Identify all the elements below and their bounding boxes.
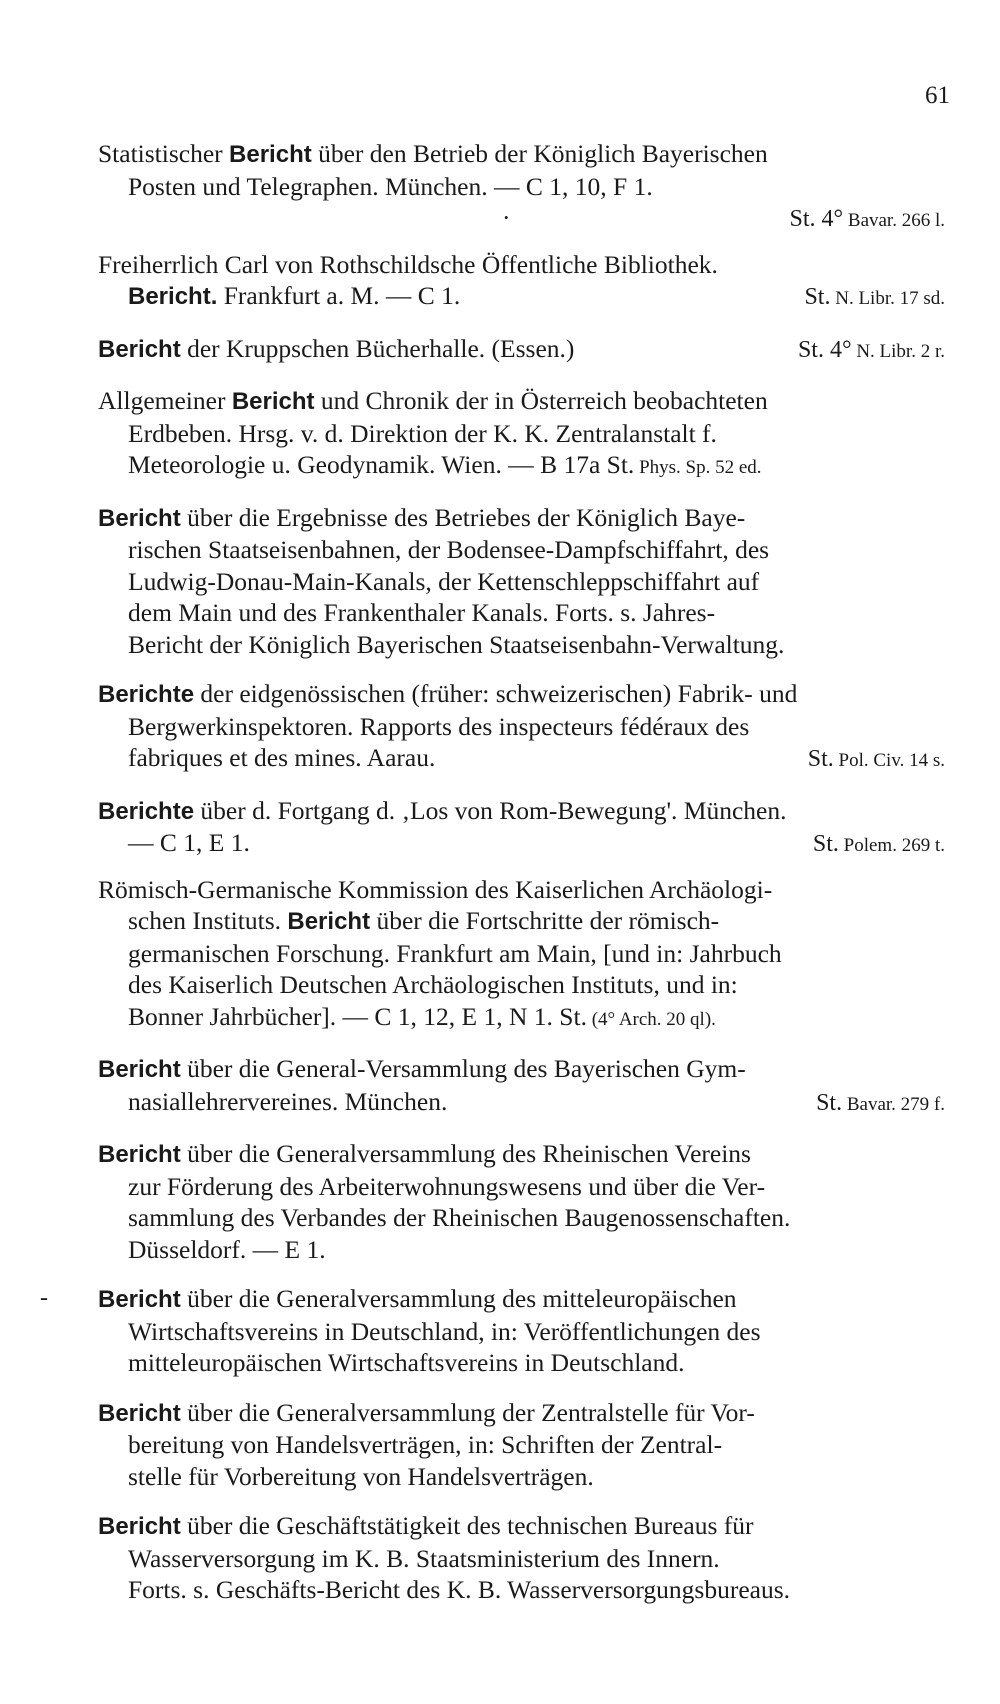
text-run: N. Libr. 2 r. [851,340,945,362]
text-run: des Kaiserlich Deutschen Archäologischen Instituts, und in: [128,970,738,999]
text-run: Bericht der Königlich Bayerischen Staatseisenbahn-Verwaltung. [128,629,785,659]
text-run: nasiallehrervereines. München. [128,1086,448,1116]
entry-los-von-rom [98,795,945,862]
text-run: Wirtschaftsvereins in Deutschland, in: Veröffentlichungen des [128,1316,761,1346]
text-line [98,1086,945,1121]
text-run: Römisch-Germanische Kommission des Kaiserlichen Archäologi- [98,874,773,904]
text-run: mitteleuropäischen Wirtschaftsvereins in Deutschland. [128,1348,685,1377]
entry-staatseisenbahnen [98,502,945,661]
text-run: sammlung des Verbandes der Rheinischen Baugenossenschaften. [128,1203,791,1232]
text-run: über die Generalversammlung der Zentralstelle für Vor- [180,1397,755,1427]
text-line [98,280,945,315]
text-run: bereitung von Handelsverträgen, in: Schriften der Zentral- [128,1430,723,1459]
text-run: schen Instituts. [128,906,288,935]
text-line [98,1001,945,1036]
text-run: Forts. s. Geschäfts-Bericht des K. B. Wasserversorgungsbureaus. [128,1575,791,1604]
text-line [98,1053,945,1086]
text-run: N. Libr. 17 sd. [830,288,945,309]
text-run: der eidgenössischen (früher: schweizerischen) Fabrik- und [194,679,798,708]
text-run: über die Ergebnisse des Betriebes der Königlich Baye- [180,502,746,532]
text-run: und Chronik der in Österreich beobachteten [314,386,768,415]
keyword-bericht: Bericht [287,908,371,935]
text-run: St. 4° [789,206,844,232]
entry-mitteleuropaeischer-wirtschaftsverein [40,1283,945,1379]
text-line [98,385,945,418]
text-line [98,1397,945,1430]
text-run: Erdbeben. Hrsg. v. d. Direktion der K. K. Zentralanstalt f. [128,418,717,448]
text-line [98,827,945,862]
entry-rothschild-bibliothek [98,249,945,315]
entry-rheinischer-verein [98,1138,945,1265]
keyword-berichte: Berichte [98,681,195,708]
text-line [98,1283,945,1316]
text-run: germanischen Forschung. Frankfurt am Main, [und in: Jahrbuch [128,938,782,968]
entry-roemisch-germanische-kommission [98,874,945,1036]
text-run: Meteorologie u. Geodynamik. Wien. — B 17a St. [128,450,635,479]
text-run: Bergwerkinspektoren. Rapports des inspecteurs fédéraux des [128,711,750,741]
text-run: Pol. Civ. 14 s. [833,750,945,771]
text-run: Bavar. 279 f. [842,1093,945,1115]
entry-wasserversorgung [98,1510,945,1606]
text-line [98,138,945,171]
entry-handelsvertraege [98,1397,945,1493]
stray-dot: · [502,203,511,232]
text-line [98,905,945,938]
text-run: über die Fortschritte der römisch- [370,906,720,935]
text-run: über die General-Versammlung des Bayerischen Gym- [180,1054,746,1083]
keyword-bericht: Bericht [98,1513,181,1540]
text-run: Posten und Telegraphen. München. — C 1, 10, F 1. [128,171,653,201]
keyword-bericht: Bericht [98,1141,181,1168]
text-run: dem Main und des Frankenthaler Kanals. Forts. s. Jahres- [128,598,716,627]
text-run: über die Generalversammlung des Rheinischen Vereins [180,1139,751,1168]
text-line [98,449,945,484]
text-line [98,1510,945,1543]
text-run: St. [804,284,831,310]
text-run: — C 1, E 1. [128,828,250,857]
text-line [98,202,945,237]
text-run: Bavar. 266 l. [843,210,945,231]
text-run: (4° Arch. 20 ql). [586,1008,716,1030]
text-run: Freiherrlich Carl von Rothschildsche Öffentliche Bibliothek. [98,249,718,279]
entry-krupp-buecherhalle [98,333,945,368]
text-run: St. [816,1089,843,1116]
text-run: Wasserversorgung im K. B. Staatsministerium des Innern. [128,1543,720,1573]
entry-erdbeben-chronik [98,385,945,484]
keyword-bericht: Bericht [98,1399,181,1427]
keyword-bericht: Bericht [231,388,315,415]
text-line [98,333,945,368]
text-run: über die Geschäftstätigkeit des technischen Bureaus für [180,1511,754,1540]
text-run: Polem. 269 t. [838,835,945,856]
text-run: stelle für Vorbereitung von Handelsverträgen. [128,1461,594,1491]
keyword-bericht: Bericht [98,1286,181,1313]
text-line [98,1138,945,1171]
keyword-bericht: Bericht. [128,283,218,310]
keyword-bericht: Bericht [98,1056,181,1083]
keyword-bericht: Bericht [98,335,181,363]
text-run: über die Generalversammlung des mitteleuropäischen [180,1284,737,1313]
keyword-berichte: Berichte [98,797,195,825]
bibliography-entries [40,138,945,1606]
text-run: der Kruppschen Bücherhalle. (Essen.) [180,333,575,363]
text-run: Frankfurt a. M. — C 1. [217,281,461,310]
entry-fabrikinspektoren [98,678,945,777]
text-run: St. [807,746,834,772]
text-run: über den Betrieb der Königlich Bayerischen [311,139,768,168]
text-run: Ludwig-Donau-Main-Kanals, der Kettenschleppschiffahrt auf [128,566,760,596]
text-run: St. [812,831,839,857]
text-line [98,742,945,777]
entry-statistischer-bericht [98,138,945,237]
text-run: Düsseldorf. — E 1. [128,1234,326,1264]
text-run: St. 4° [797,336,852,363]
keyword-bericht: Bericht [98,504,181,532]
text-line [98,502,945,535]
text-line [98,678,945,711]
entry-gymnasiallehrervereine [98,1053,945,1120]
text-run: Statistischer [98,139,230,168]
text-run: fabriques et des mines. Aarau. [128,743,436,772]
text-run: über d. Fortgang d. ‚Los von Rom-Bewegung'. München. [194,795,787,825]
keyword-bericht: Bericht [229,141,312,168]
page-number: 61 [925,82,950,109]
margin-mark: - [40,1285,48,1311]
text-run: rischen Staatseisenbahnen, der Bodensee-Dampfschiffahrt, des [128,535,770,564]
text-run: Allgemeiner [98,386,232,415]
text-line [98,795,945,828]
text-run: Phys. Sp. 52 ed. [634,457,762,478]
text-run: zur Förderung des Arbeiterwohnungswesens und über die Ver- [128,1171,766,1201]
text-run: Bonner Jahrbücher]. — C 1, 12, E 1, N 1. St. [128,1001,587,1031]
